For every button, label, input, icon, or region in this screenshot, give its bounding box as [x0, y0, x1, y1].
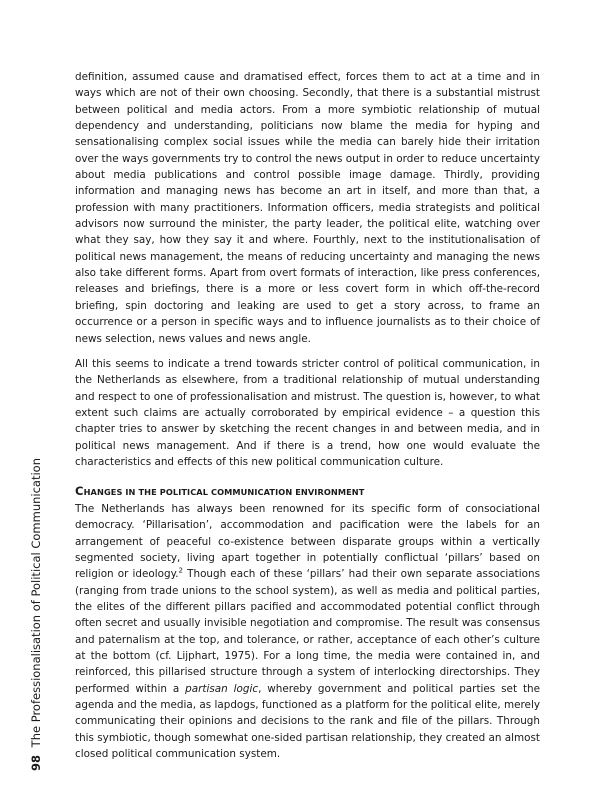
running-head-title: The Professionalisation of Political Communication — [29, 457, 43, 748]
footnote-reference[interactable]: 2 — [178, 566, 184, 575]
body-text-top — [75, 69, 540, 347]
section-heading — [75, 483, 540, 500]
running-head — [27, 457, 45, 771]
section-heading-rest: HANGES IN THE POLITICAL COMMUNICATION ENVIRONMENT — [83, 487, 365, 497]
italic-term: partisan logic — [185, 682, 259, 695]
paragraph-3-part-1: The Netherlands has always been renowned for its specific form of consociational democracy. ‘Pillarisation’, accommodation and pacification were the labels for an arrangement of peaceful co-existence between disparate groups within a vertically segmented society, living apart together in potentially conflictual ‘pillars’ based on religion or ideology. — [75, 503, 540, 581]
section-changes — [75, 483, 540, 763]
page-number: 98 — [29, 754, 43, 771]
section-heading-initial: C — [75, 484, 84, 498]
paragraph-3-part-2: Though each of these ‘pillars’ had their own separate associations (ranging from trade unions to the school system), as well as media and political parties, the elites of the different pillars pacified and accommodated potential conflict through often secret and usually invisible negotiation and compromise. The result was consensus and paternalism at the top, and tolerance, or rather, acceptance of each other’s culture at the bottom (cf. Lijphart, 1975). For a long time, the media were contained in, and reinforced, this pillarised structure through a system of interlocking directorships. They performed within a — [75, 568, 540, 695]
body-text-middle — [75, 356, 540, 470]
paragraph-3-part-3: , whereby government and political parties set the agenda and the media, as lapdogs, functioned as a platform for the political elite, merely communicating their opinions and decisions to the rank and file of the pillars. Through this symbiotic, though somewhat one-sided partisan relationship, they created an almost closed political communication system. — [75, 682, 540, 761]
paragraph-2: All this seems to indicate a trend towards stricter control of political communication, in the Netherlands as elsewhere, from a traditional relationship of mutual understanding and respect to one of professionalisation and mistrust. The question is, however, to what extent such claims are actually corroborated by empirical evidence – a question this chapter tries to answer by sketching the recent changes in and between media, and in political news management. And if there is a trend, how one would evaluate the characteristics and effects of this new political communication culture. — [75, 358, 540, 469]
paragraph-3 — [75, 501, 540, 763]
paragraph-1: definition, assumed cause and dramatised effect, forces them to act at a time and in ways which are not of their own choosing. Secondly, that there is a substantial mistrust between political and media actors. From a more symbiotic relationship of mutual dependency and understanding, politicians now blame the media for hyping and sensationalising complex social issues while the media can barely hide their irritation over the ways governments try to control the news output in order to reduce uncertainty about media publications and control possible image damage. Thirdly, providing information and managing news has become an art in itself, and more than that, a profession with many practitioners. Information officers, media strategists and political advisors now surround the minister, the party leader, the political elite, watching over what they say, how they say it and where. Fourthly, next to the institutionalisation of political news management, the means of reducing uncertainty and managing the news also take different forms. Apart from overt formats of interaction, like press conferences, releases and briefings, there is a more or less covert form in which off-the-record briefing, spin doctoring and leaking are used to get a story across, to frame an occurrence or a person in specific ways and to influence journalists as to their choice of news selection, news values and news angle. — [75, 71, 540, 345]
